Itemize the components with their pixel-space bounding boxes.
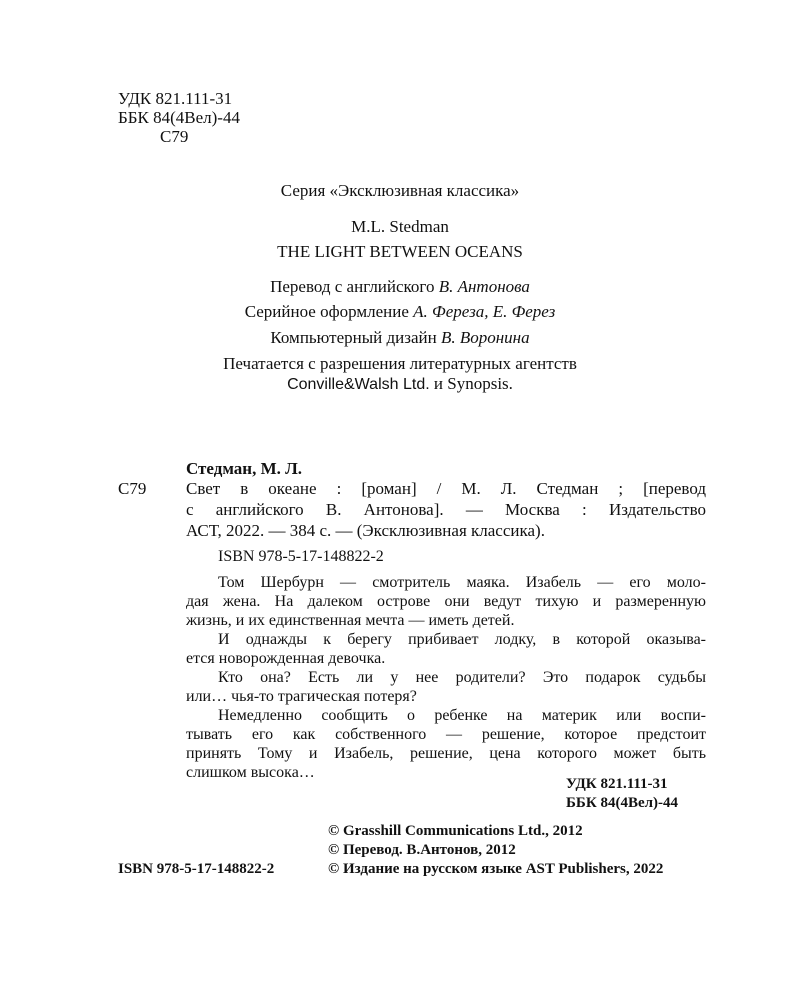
annotation-line-1: Том Шербурн — смотритель маяка. Изабель — его моло- xyxy=(218,574,706,591)
catalog-mark: С79 xyxy=(118,479,147,498)
translation-credit xyxy=(0,276,800,297)
catalog-line-1: Свет в океане : [роман] / М. Л. Стедман ; [перевод xyxy=(186,479,706,498)
series-design-label: Серийное оформление xyxy=(244,302,414,321)
copyright-line-2: © Перевод. В.Антонов, 2012 xyxy=(328,842,516,858)
bbk-code-bottom: ББК 84(4Вел)-44 xyxy=(566,795,679,811)
series-line: Серия «Эксклюзивная классика» xyxy=(280,181,520,200)
catalog-line-2: с английского В. Антонова]. — Москва : Издательство xyxy=(186,500,706,519)
udk-code: УДК 821.111-31 xyxy=(118,89,233,108)
annotation-line-10: принять Тому и Изабель, решение, цена которого может быть xyxy=(186,745,706,762)
annotation-line-8: Немедленно сообщить о ребенке на материк или воспи- xyxy=(218,707,706,724)
computer-design-label: Компьютерный дизайн xyxy=(270,328,441,347)
copyright-line-3: © Издание на русском языке AST Publishers, 2022 xyxy=(328,861,664,877)
annotation-line-5: ется новорожденная девочка. xyxy=(186,650,386,667)
permission-line2-rest: и Synopsis. xyxy=(429,374,513,393)
isbn-bottom: ISBN 978-5-17-148822-2 xyxy=(118,861,275,877)
translation-label: Перевод с английского xyxy=(270,277,439,296)
catalog-line-3: АСТ, 2022. — 384 с. — (Эксклюзивная классика). xyxy=(186,521,545,540)
catalog-isbn: ISBN 978-5-17-148822-2 xyxy=(218,548,384,565)
translator-name: В. Антонова xyxy=(438,277,530,296)
annotation-line-2: дая жена. На далеком острове они ведут тихую и размеренную xyxy=(186,593,706,610)
permission-line2 xyxy=(0,373,800,395)
original-author: M.L. Stedman xyxy=(351,217,449,236)
author-mark: С79 xyxy=(160,127,189,146)
copyright-line-1: © Grasshill Communications Ltd., 2012 xyxy=(328,823,583,839)
annotation-line-3: жизнь, и их единственная мечта — иметь детей. xyxy=(186,612,515,629)
annotation-line-11: слишком высока… xyxy=(186,764,315,781)
catalog-heading: Стедман, М. Л. xyxy=(186,459,303,478)
annotation-line-4: И однажды к берегу прибивает лодку, в которой оказыва- xyxy=(218,631,706,648)
series-design-credit xyxy=(0,301,800,322)
computer-design-credit xyxy=(0,327,800,348)
annotation-line-6: Кто она? Есть ли у нее родители? Это подарок судьбы xyxy=(218,669,706,686)
udk-code-bottom: УДК 821.111-31 xyxy=(566,776,668,792)
series-designer-names: А. Фереза, Е. Ферез xyxy=(413,302,556,321)
original-title: THE LIGHT BETWEEN OCEANS xyxy=(277,242,523,261)
permission-line1: Печатается с разрешения литературных агентств xyxy=(223,354,577,373)
agency-conville: Conville&Walsh Ltd. xyxy=(287,376,430,393)
bbk-code: ББК 84(4Вел)-44 xyxy=(118,108,240,127)
computer-designer-name: В. Воронина xyxy=(440,328,530,347)
annotation-line-9: тывать его как собственного — решение, которое предстоит xyxy=(186,726,706,743)
annotation-line-7: или… чья-то трагическая потеря? xyxy=(186,688,417,705)
